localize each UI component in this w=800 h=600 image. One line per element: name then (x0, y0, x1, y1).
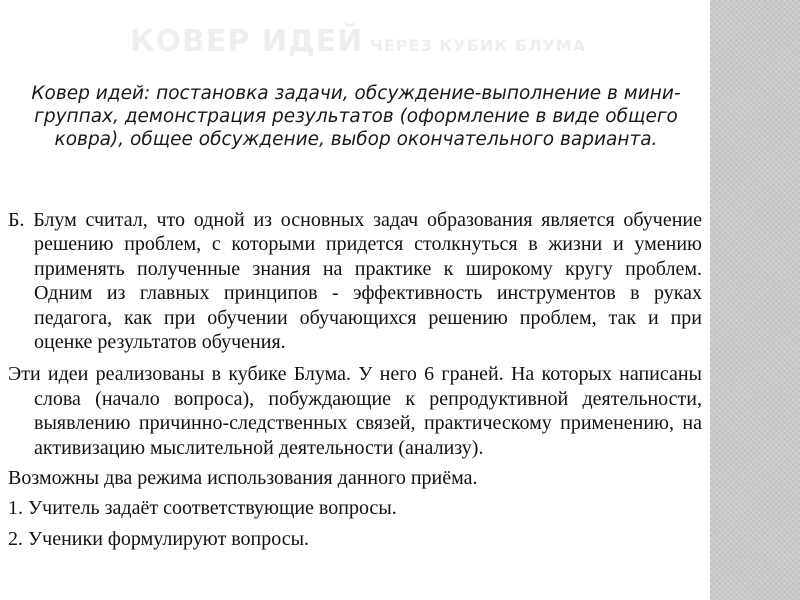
decorative-stripe (710, 0, 800, 600)
title-main: КОВЕР ИДЕЙ (130, 24, 364, 59)
slide-title (130, 24, 690, 59)
slide-subtitle: Ковер идей: постановка задачи, обсуждение-выполнение в мини-группах, демонстрация результатов (оформление в виде общего ковра), общее обсуждение, выбор окончательного варианта. (31, 83, 681, 150)
list-item-2: 2. Ученики формулируют вопросы. (8, 527, 310, 550)
slide-content (8, 208, 702, 551)
paragraph-cube: Эти идеи реализованы в кубике Блума. У него 6 граней. На которых написаны слова (начало вопроса), побуждающие к репродуктивной деятельности, выявлению причинно-следственных связей, практическому применению, на активизацию мыслительной деятельности (анализу). (8, 363, 702, 459)
paragraph-bloom: Б. Блум считал, что одной из основных задач образования является обучение решению проблем, с которыми придется столкнуться в жизни и умению применять полученные знания на практике к широкому кругу проблем. Одним из главных принципов - эффективность инструментов в руках педагога, как при обучении обучающихся решению проблем, так и при оценке результатов обучения. (8, 209, 702, 354)
paragraph-modes: Возможны два режима использования данного приёма. (8, 467, 478, 490)
list-item-1: 1. Учитель задаёт соответствующие вопросы. (8, 497, 397, 520)
title-sub: ЧЕРЕЗ КУБИК БЛУМА (369, 36, 587, 55)
